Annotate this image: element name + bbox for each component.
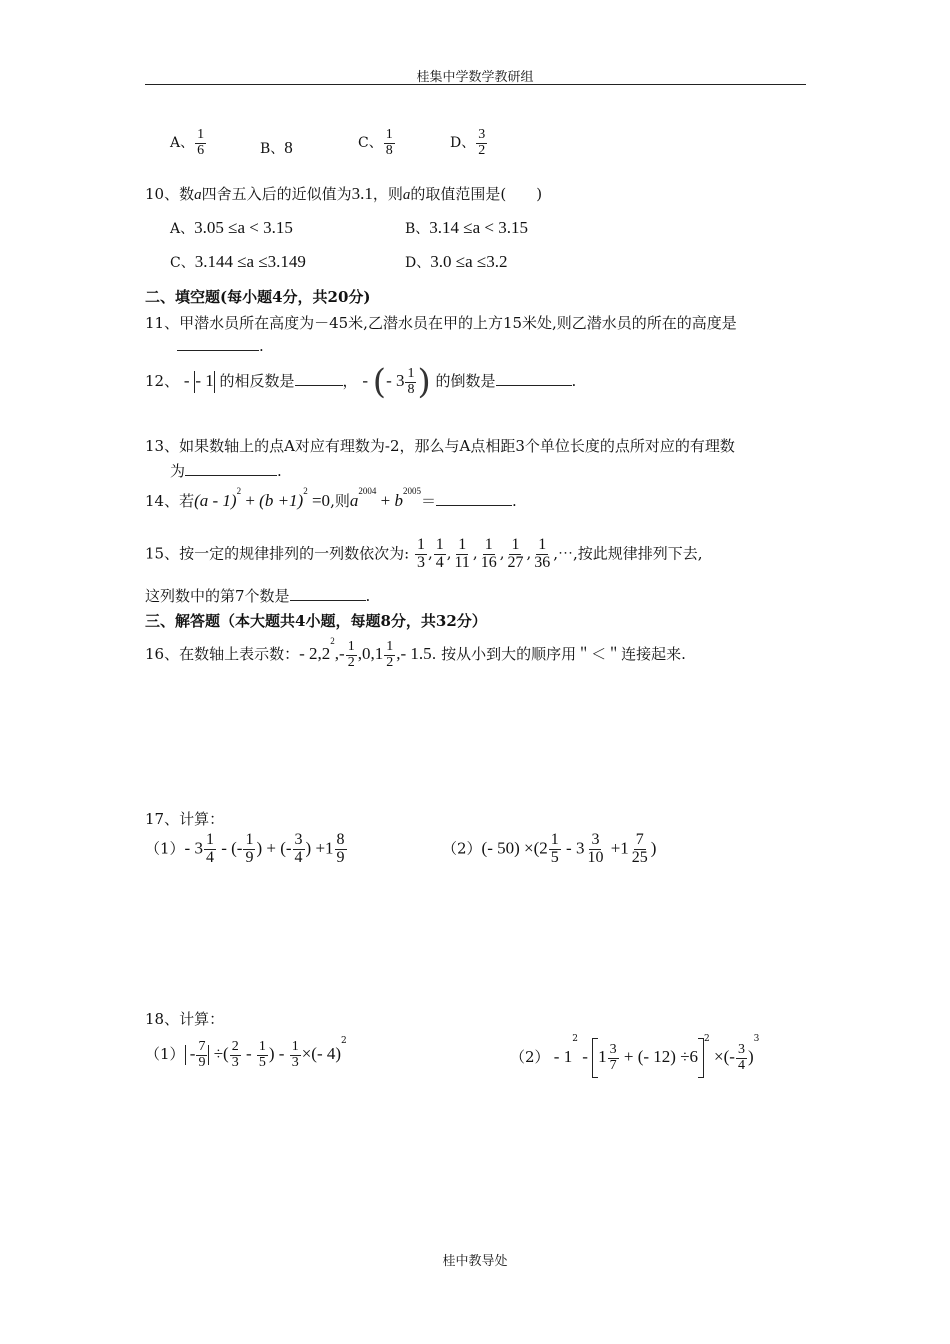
q9-option-c: C、 $\frac{1}{8}$ xyxy=(358,127,393,158)
q15-fraction: $\frac{1}{27}$ xyxy=(507,536,524,571)
q14-blank[interactable] xyxy=(436,491,512,506)
q10-option-c: C、3.144 ≤a ≤3.149 xyxy=(170,252,306,271)
q12-blank-2[interactable] xyxy=(496,371,572,386)
q15-line1: 15、按一定的规律排列的一列数依次为: $\frac{1}{3}$ , $\frac{1}{4}$ , $\frac{1}{11}$ , $\frac{1}{16}$ , $\frac{1}{27}$ , $\frac{1}{36}$ ,⋯,按此规律排列下去, xyxy=(145,536,703,571)
q15-fraction: $\frac{1}{11}$ xyxy=(454,536,470,571)
q13-line1: 13、如果数轴上的点A对应有理数为-2，那么与A点相距3个单位长度的点所对应的有理数 xyxy=(145,437,735,455)
q11-answer: . xyxy=(177,336,264,355)
q18-part1: （1） - $\frac{7}{9}$ ÷( $\frac{2}{3}$ - $\frac{1}{5}$ ) - $\frac{1}{3}$ ×(- 4)$^2$ xyxy=(145,1036,347,1070)
page-header: 桂集中学数学教研组 xyxy=(416,70,534,85)
q17-title: 17、计算： xyxy=(145,810,225,828)
section3-title: 三、解答题（本大题共4小题，每题8分，共32分） xyxy=(145,612,487,630)
q18-part2: $(2) - 1^2 - 1$ $\frac{3}{7}$ + (- $12) \div 6^2$ ×(- $\frac{3}{4}$ )$^3$ xyxy=(510,1038,759,1078)
q10-option-a: A、3.05 ≤a < 3.15 xyxy=(170,218,293,237)
q9-option-b: B、8 xyxy=(260,138,293,157)
q18-title: 18、计算： xyxy=(145,1010,225,1028)
q15-fraction: $\frac{1}{36}$ xyxy=(534,536,551,571)
q15-fraction: $\frac{1}{3}$ xyxy=(416,536,425,571)
q15-fraction: $\frac{1}{4}$ xyxy=(435,536,444,571)
q9-option-d: D、 $\frac{3}{2}$ xyxy=(450,127,486,158)
q11-text: 11、甲潜水员所在高度为－45米,乙潜水员在甲的上方15米处,则乙潜水员的所在的高度是 xyxy=(145,314,737,332)
page-footer: 桂中教导处 xyxy=(442,1254,508,1269)
q14: 14、若$(a - 1)^2 + (b +1)^2 =0$,则$a^{2004} + b^{2005}=$ . xyxy=(145,486,517,510)
q13-blank[interactable] xyxy=(185,461,277,476)
section2-title: 二、填空题(每小题4分，共20分) xyxy=(145,288,371,306)
q12-blank-1[interactable] xyxy=(295,371,343,386)
q10-stem: 10、数a四舍五入后的近似值为3.1，则a的取值范围是( ) xyxy=(145,184,543,203)
q17-part1: （1）- 3 $\frac{1}{4}$ - (- $\frac{1}{9}$ ) + (- $\frac{3}{4}$ ) +1 $\frac{8}{9}$ xyxy=(145,831,345,866)
q16: 16、在数轴上表示数：- $2,2^2,-$ $\frac{1}{2}$ ,0,1 $\frac{1}{2}$ ,- 1.5. 按从小到大的顺序用＂＜＂连接起来. xyxy=(145,636,686,670)
q15-line2: 这列数中的第7个数是 . xyxy=(145,587,371,605)
q10-option-b: B、3.14 ≤a < 3.15 xyxy=(405,218,529,237)
q12: 12、 - - 1 的相反数是 ， - (- 3 $\frac{1}{8}$ ) 的倒数是 . xyxy=(145,362,577,402)
q11-blank[interactable] xyxy=(177,336,259,351)
header-rule xyxy=(145,84,806,85)
q13-line2: 为 . xyxy=(170,462,282,480)
q10-option-d: D、3.0 ≤a ≤3.2 xyxy=(405,252,508,271)
q17-part2: （2）(- 50) ×(2 $\frac{1}{5}$ - 3 $\frac{3}{10}$ +1 $\frac{7}{25}$ ) xyxy=(442,831,657,866)
q15-fraction: $\frac{1}{16}$ xyxy=(480,536,497,571)
q15-blank[interactable] xyxy=(290,586,366,601)
q9-option-a: A、 $\frac{1}{6}$ xyxy=(170,127,205,158)
